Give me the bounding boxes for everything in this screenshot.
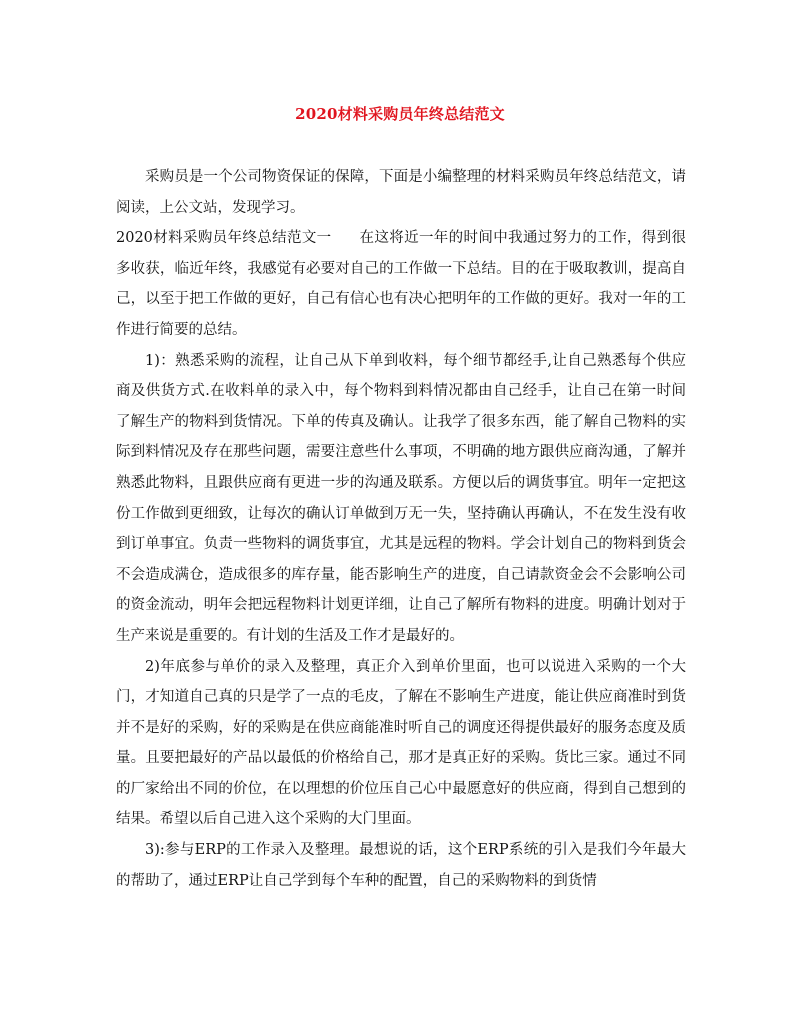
section-heading: 2020材料采购员年终总结范文一 xyxy=(116,230,332,247)
section-paragraph xyxy=(116,223,686,345)
point-1-paragraph: 1)：熟悉采购的流程，让自己从下单到收料，每个细节都经手,让自己熟悉每个供应商及供货方式.在收料单的录入中，每个物料到料情况都由自己经手，让自己在第一时间了解生产的物料到货情况。下单的传真及确认。让我学了很多东西，能了解自己物料的实际到料情况及存在那些问题，需要注意些什么事项，不明确的地方跟供应商沟通，了解并熟悉此物料，且跟供应商有更进一步的沟通及联系。方便以后的调货事宜。明年一定把这份工作做到更细致，让每次的确认订单做到万无一失，坚持确认再确认，不在发生没有收到订单事宜。负责一些物料的调货事宜，尤其是远程的物料。学会计划自己的物料到货会不会造成满仓，造成很多的库存量，能否影响生产的进度，自己请款资金会不会影响公司的资金流动，明年会把远程物料计划更详细，让自己了解所有物料的进度。明确计划对于生产来说是重要的。有计划的生活及工作才是最好的。 xyxy=(116,352,686,644)
document-title: 2020材料采购员年终总结范文 xyxy=(295,105,505,123)
point-3-paragraph: 3):参与ERP的工作录入及整理。最想说的话，这个ERP系统的引入是我们今年最大的帮助了，通过ERP让自己学到每个车种的配置，自己的采购物料的到货情 xyxy=(116,842,686,889)
intro-paragraph: 采购员是一个公司物资保证的保障，下面是小编整理的材料采购员年终总结范文，请阅读，上公文站，发现学习。 xyxy=(116,169,686,216)
point-2-paragraph: 2)年底参与单价的录入及整理，真正介入到单价里面，也可以说进入采购的一个大门，才知道自己真的只是学了一点的毛皮，了解在不影响生产进度，能让供应商准时到货并不是好的采购，好的采购是在供应商能准时听自己的调度还得提供最好的服务态度及质量。且要把最好的产品以最低的价格给自己，那才是真正好的采购。货比三家。通过不同的厂家给出不同的价位，在以理想的价位压自己心中最愿意好的供应商，得到自己想到的结果。希望以后自己进入这个采购的大门里面。 xyxy=(116,658,686,828)
document-body xyxy=(116,162,686,896)
section-intro: 在这将近一年的时间中我通过努力的工作，得到很多收获，临近年终，我感觉有必要对自己的工作做一下总结。目的在于吸取教训，提高自己，以至于把工作做的更好，自己有信心也有决心把明年的工作做的更好。我对一年的工作进行简要的总结。 xyxy=(116,230,686,338)
